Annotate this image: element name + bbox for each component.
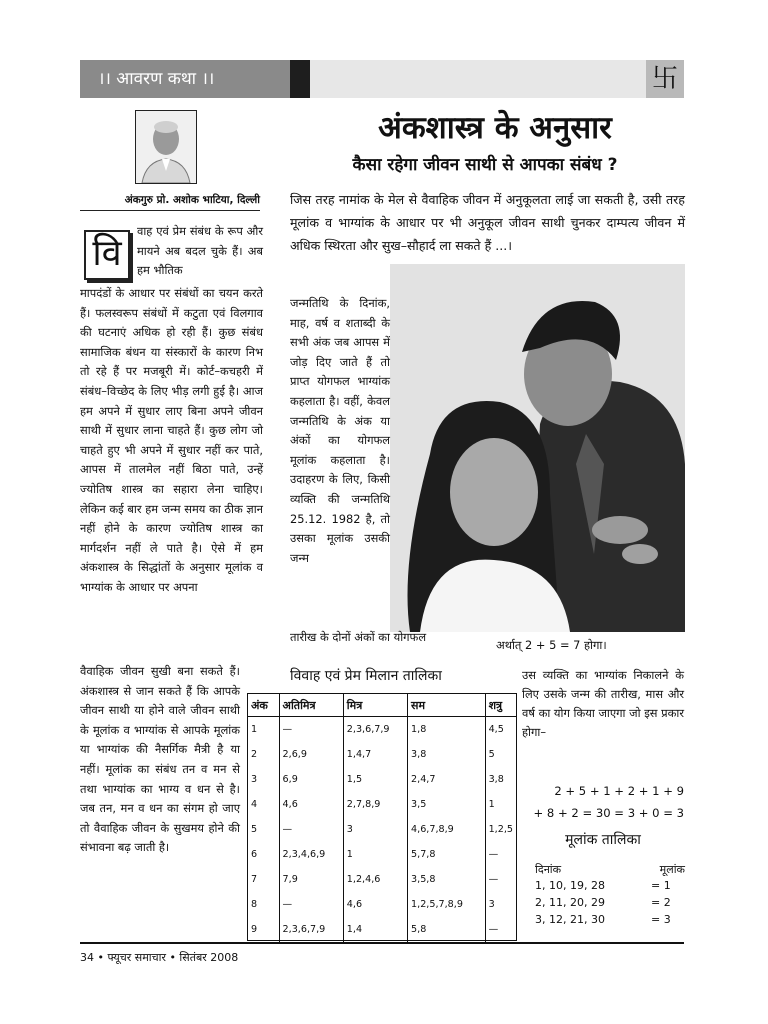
cell: 7: [251, 874, 258, 885]
left-column-continued: वैवाहिक जीवन सुखी बना सकते हैं। अंकशास्त्र से जान सकते हैं कि आपके जीवन साथी या होने वाले जीवन साथी के मूलांक व भाग्यांक से आपके मूलांक या भाग्यांक की नैसर्गिक मैत्री है या नहीं। मूलांक का संबंध तन व मन से तथा भाग्यांक का भाग्य व धन से है। जब तन, मन व धन का संगम हो जाए तो वैवाहिक जीवन के सुखमय होने की संभावना बढ़ जाती है।: [80, 664, 240, 855]
mulank-dates: 1, 10, 19, 28: [535, 879, 605, 892]
table-row: [248, 767, 516, 792]
cell: 3: [485, 892, 516, 917]
left-column-main: मापदंडों के आधार पर संबंधों का चयन करते हैं। फलस्वरूप संबंधों में कटुता एवं विलगाव की घटनाएं अधिक हो रही हैं। कुछ संबंध सामाजिक बंधन या संस्कारों के कारण निभ तो रहे हैं पर मजबूरी में। कोर्ट–कचहरी में संबंध–विच्छेद के लिए भीड़ लगी हुई है। आज हम अपने में सुधार लाए बिना अपने जीवन साथी में सुधार लाना चाहते हैं। कुछ लोग जो चाहते हुए भी अपने में सुधार नहीं कर पाते, आपस में तालमेल नहीं बिठा पाते, उन्हें ज्योतिष शास्त्र का सहारा लेना चाहिए। लेकिन कई बार हम जन्म समय का ठीक ज्ञान नहीं होने के कारण ज्योतिष शास्त्र का मार्गदर्शन नहीं ले पाते है। ऐसे में हम अंकशास्त्र के सिद्धांतों के अनुसार मूलांक व भाग्यांक के आधार पर अपना: [80, 286, 263, 594]
table-row: [248, 892, 516, 917]
mulank-dates: 3, 12, 21, 30: [535, 913, 605, 926]
right-column: उस व्यक्ति का भाग्यांक निकालने के लिए उसके जन्म की तारीख, मास और वर्ष का योग किया जाएगा जो इस प्रकार होगा–: [522, 668, 684, 739]
cell: 4,6,7,8,9: [408, 817, 486, 842]
middle-column-tail: तारीख के दोनों अंकों का योगफल: [290, 630, 427, 644]
col-header-sam: सम: [408, 694, 486, 717]
cell: 2,6,9: [279, 742, 343, 767]
middle-column: जन्मतिथि के दिनांक, माह, वर्ष व शताब्दी के सभी अंक जब आपस में जोड़ दिए जाते हैं तो प्राप्त योगफल भाग्यांक कहलाता है। वहीं, केवल जन्मतिथि के अंक या अंकों का योगफल मूलांक कहलाता है। उदाहरण के लिए, किसी व्यक्ति की जन्मतिथि 25.12. 1982 है, तो उसका मूलांक उसकी जन्म: [290, 296, 390, 565]
equation-line-1: 2 + 5 + 1 + 2 + 1 + 9: [554, 784, 684, 798]
cell: 1: [251, 724, 258, 735]
col-header-ank: अंक: [248, 694, 279, 717]
cell: 2,7,8,9: [343, 792, 407, 817]
cell: 3,5,8: [408, 867, 486, 892]
author-divider: [80, 210, 260, 211]
compat-table-header: [248, 694, 516, 717]
author-photo: [135, 110, 197, 184]
cell: 5,7,8: [408, 842, 486, 867]
mulank-col-value: मूलांक: [659, 863, 685, 876]
cell: 6,9: [279, 767, 343, 792]
equation-line-2: + 8 + 2 = 30 = 3 + 0 = 3: [533, 806, 684, 820]
page-footer: 34 • फ्यूचर समाचार • सितंबर 2008: [80, 951, 239, 964]
mulank-dates: 2, 11, 20, 29: [535, 896, 605, 909]
table-row: [248, 867, 516, 892]
cell: —: [279, 892, 343, 917]
col-header-shatru: शत्रु: [485, 694, 516, 717]
bhagyank-equation: [522, 780, 684, 824]
section-label: ।। आवरण कथा ।।: [80, 60, 290, 98]
cell: 2,3,6,7,9: [279, 917, 343, 942]
cell: 3,8: [408, 742, 486, 767]
footer-rule: [80, 942, 684, 944]
drop-cap: वि: [84, 230, 130, 280]
cell: 4,6: [343, 892, 407, 917]
cell: 1,4: [343, 917, 407, 942]
mulank-row: [535, 896, 685, 913]
cell: 1,2,5,7,8,9: [408, 892, 486, 917]
cell: 1: [485, 792, 516, 817]
mulank-value: = 3: [651, 913, 671, 926]
cell: 3: [251, 774, 258, 785]
mulank-col-date: दिनांक: [535, 863, 562, 876]
cell: 5: [251, 824, 258, 835]
left-column-top: वाह एवं प्रेम संबंध के रूप और मायने अब बदल चुके हैं। अब हम भौतिक: [137, 224, 263, 278]
table-row: [248, 817, 516, 842]
mulank-value: = 1: [651, 879, 671, 892]
mulank-table-header: [535, 862, 685, 879]
cell: 2,3,4,6,9: [279, 842, 343, 867]
cell: 5: [485, 742, 516, 767]
cell: 1,2,4,6: [343, 867, 407, 892]
article-subtitle: कैसा रहेगा जीवन साथी से आपका संबंध ?: [352, 155, 618, 175]
author-name: अंकगुरु प्रो. अशोक भाटिया, दिल्ली: [124, 194, 260, 206]
cell: 1,4,7: [343, 742, 407, 767]
cell: —: [279, 717, 343, 743]
cell: —: [279, 817, 343, 842]
mulank-value: = 2: [651, 896, 671, 909]
swastika-icon: 卐: [646, 60, 684, 98]
mulank-table-title: मूलांक तालिका: [565, 832, 641, 848]
example-result: अर्थात् 2 + 5 = 7 होगा।: [496, 638, 607, 652]
cell: 3,5: [408, 792, 486, 817]
cell: 7,9: [279, 867, 343, 892]
col-header-atimitra: अतिमित्र: [279, 694, 343, 717]
article-title: अंकशास्त्र के अनुसार: [378, 110, 612, 146]
article-intro: जिस तरह नामांक के मेल से वैवाहिक जीवन में अनुकूलता लाई जा सकती है, उसी तरह मूलांक व भाग्यांक के आधार पर भी अनुकूल जीवन साथी चुनकर दाम्पत्य जीवन में अधिक स्थिरता और सुख–सौहार्द ला सकते हैं ...।: [290, 192, 685, 253]
mulank-row: [535, 879, 685, 896]
cell: 4: [251, 799, 258, 810]
cell: 2: [251, 749, 258, 760]
cell: 3: [343, 817, 407, 842]
cell: 1,2,5: [485, 817, 516, 842]
cell: 5,8: [408, 917, 486, 942]
cell: 1,5: [343, 767, 407, 792]
col-header-mitra: मित्र: [343, 694, 407, 717]
cell: 2,3,6,7,9: [343, 717, 407, 743]
compat-table: [247, 693, 517, 941]
cell: 6: [251, 849, 258, 860]
cell: 9: [251, 924, 258, 935]
table-row: [248, 742, 516, 767]
cell: 8: [251, 899, 258, 910]
table-row: [248, 717, 516, 743]
cell: —: [485, 842, 516, 867]
header-tab-edge: [290, 60, 310, 98]
cell: 4,6: [279, 792, 343, 817]
cell: —: [485, 917, 516, 942]
cell: 3,8: [485, 767, 516, 792]
mulank-row: [535, 913, 685, 930]
cell: —: [485, 867, 516, 892]
table-row: [248, 842, 516, 867]
couple-photo: [390, 264, 685, 632]
mulank-table: [535, 862, 685, 930]
cell: 2,4,7: [408, 767, 486, 792]
cell: 4,5: [485, 717, 516, 743]
table-row: [248, 917, 516, 942]
table-row: [248, 792, 516, 817]
compat-table-title: विवाह एवं प्रेम मिलान तालिका: [290, 668, 442, 684]
cell: 1,8: [408, 717, 486, 743]
cell: 1: [343, 842, 407, 867]
